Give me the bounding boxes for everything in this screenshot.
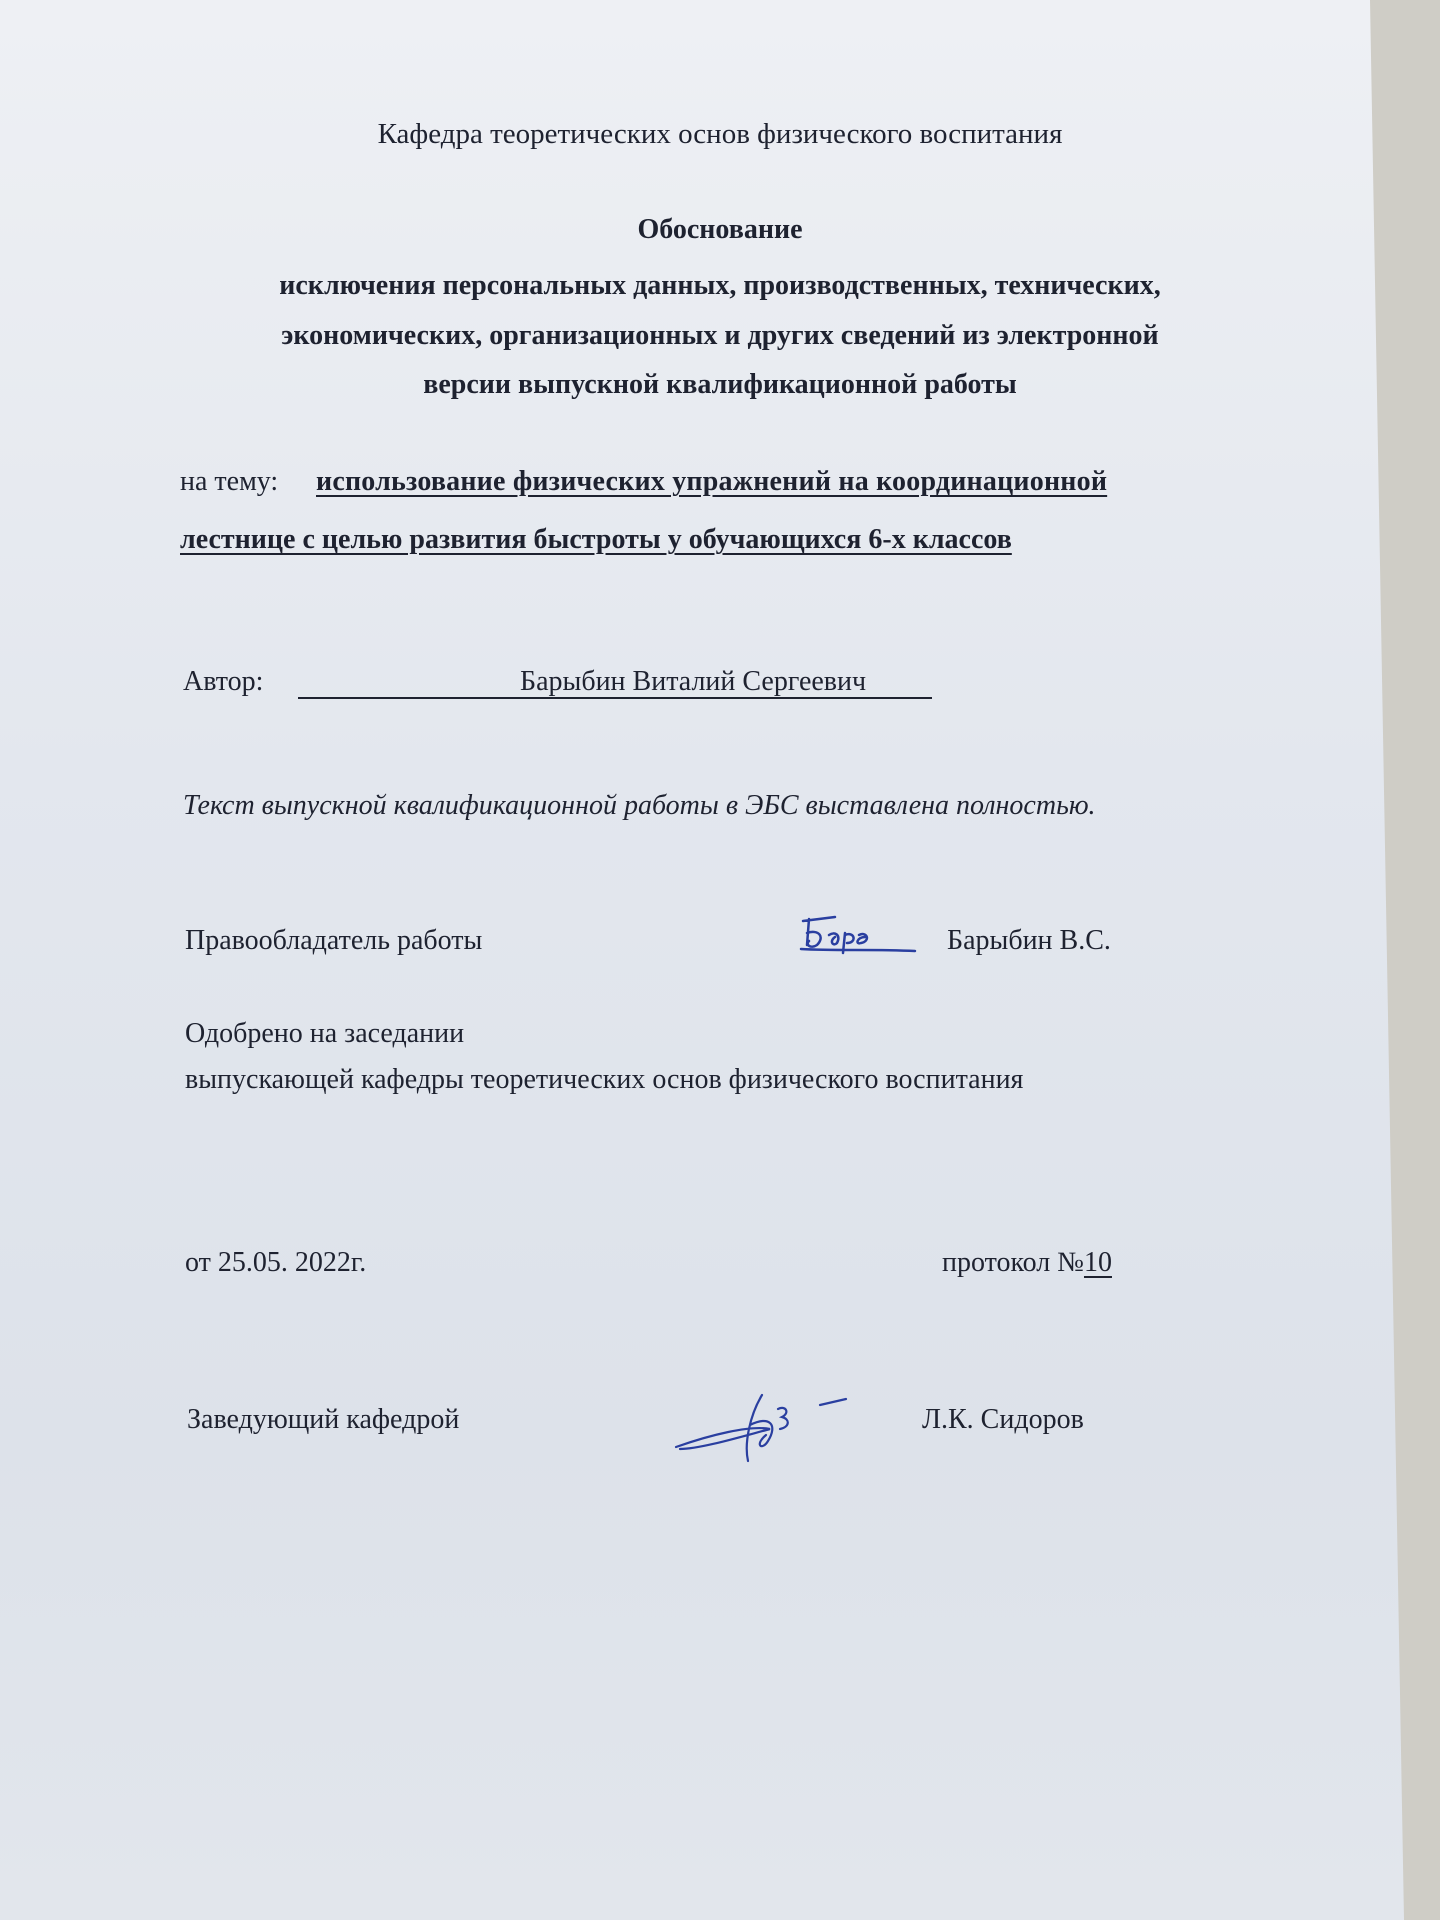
- department-header: Кафедра теоретических основ физического воспитания: [377, 118, 1063, 150]
- topic-line-1: использование физических упражнений на координационной: [316, 466, 1108, 497]
- title-line: экономических, организационных и других сведений из электронной: [281, 320, 1159, 351]
- approval-line-2: выпускающей кафедры теоретических основ физического воспитания: [185, 1064, 1024, 1095]
- protocol: [942, 1249, 1112, 1277]
- protocol-number: 10: [1083, 1247, 1112, 1278]
- rights-holder-name: Барыбин В.С.: [947, 925, 1111, 956]
- title-line: исключения персональных данных, производственных, технических,: [279, 270, 1161, 301]
- approval-line-1: Одобрено на заседании: [185, 1018, 465, 1049]
- author-label: Автор:: [183, 666, 264, 697]
- author-name: Барыбин Виталий Сергеевич: [520, 666, 867, 697]
- rights-holder-signature: [795, 905, 925, 965]
- rights-holder-label: Правообладатель работы: [185, 925, 483, 956]
- document-heading: Обоснование: [637, 214, 803, 245]
- statement: Текст выпускной квалификационной работы в ЭБС выставлена полностью.: [183, 790, 1096, 821]
- protocol-label: протокол №: [942, 1247, 1084, 1278]
- head-signature: [670, 1385, 860, 1465]
- head-label: Заведующий кафедрой: [187, 1404, 460, 1435]
- head-name: Л.К. Сидоров: [922, 1404, 1084, 1435]
- title-line: версии выпускной квалификационной работы: [423, 369, 1017, 400]
- topic-label: на тему:: [180, 466, 279, 497]
- topic-line-2: лестнице с целью развития быстроты у обучающихся 6-х классов: [180, 524, 1012, 555]
- author-underline: [298, 697, 932, 699]
- approval-date: от 25.05. 2022г.: [185, 1247, 367, 1278]
